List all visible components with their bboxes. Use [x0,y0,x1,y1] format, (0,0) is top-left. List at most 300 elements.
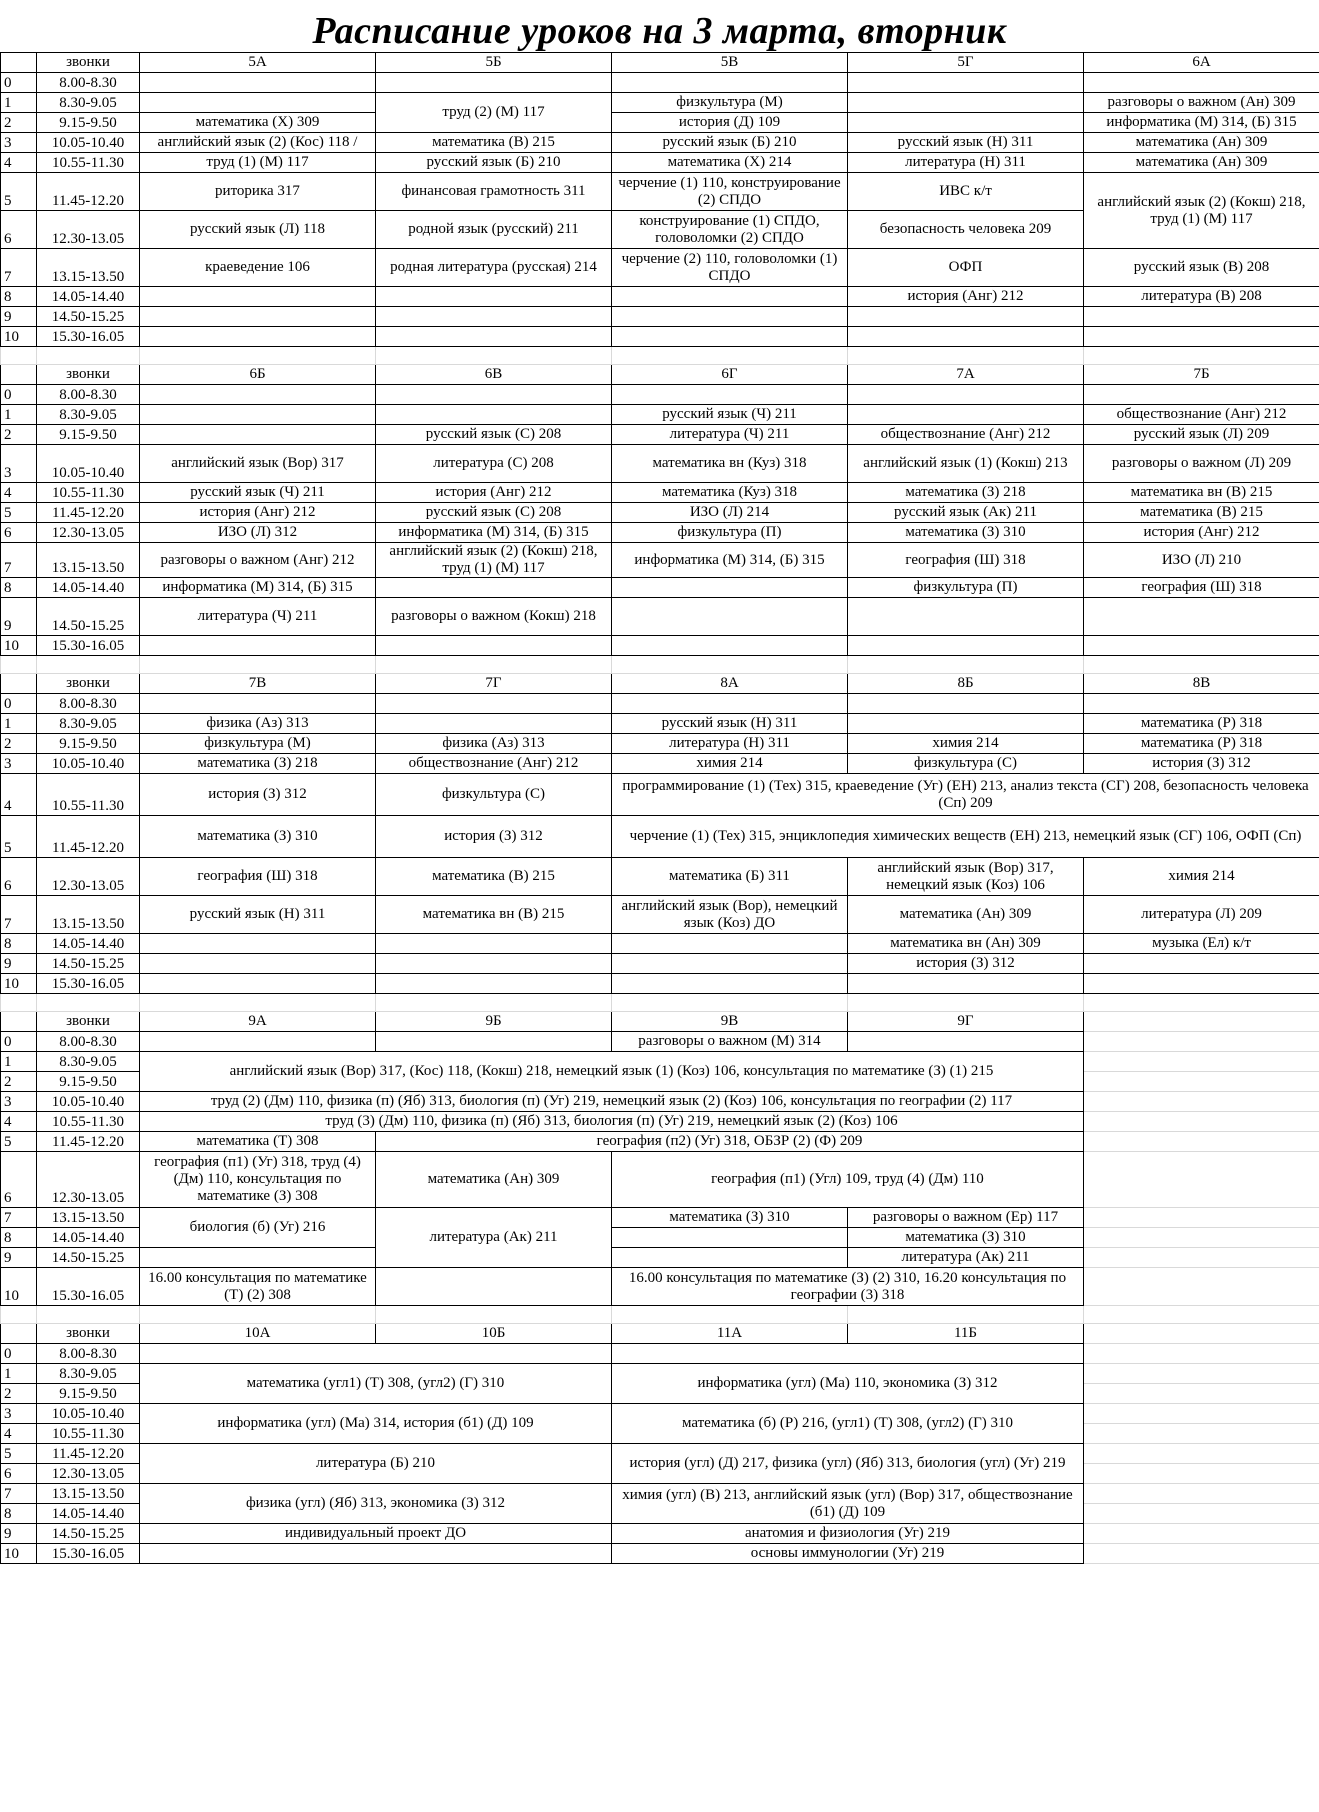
empty-cell [1084,1032,1319,1052]
table-row [1,287,1319,307]
lesson-number: 2 [1,734,37,754]
empty-cell [1084,1268,1319,1306]
lesson-cell: обществознание (Анг) 212 [376,754,612,774]
lesson-cell: математика (Ан) 309 [1084,133,1319,153]
empty-cell [1084,1504,1319,1524]
lesson-time: 11.45-12.20 [37,173,140,211]
class-name: 10Б [376,1324,612,1344]
table-row [1,1152,1319,1208]
lesson-number: 5 [1,1132,37,1152]
table-row [1,523,1319,543]
lesson-cell: математика (Х) 214 [612,153,848,173]
class-name: 5В [612,53,848,73]
spacer-cell [376,994,612,1012]
lesson-number: 0 [1,1344,37,1364]
empty-cell [1084,1052,1319,1072]
lesson-cell: литература (Н) 311 [848,153,1084,173]
lesson-number: 2 [1,425,37,445]
lesson-time: 14.50-15.25 [37,1524,140,1544]
lesson-time: 12.30-13.05 [37,858,140,896]
lesson-time: 14.05-14.40 [37,934,140,954]
lesson-cell: математика (Р) 318 [1084,734,1319,754]
lesson-number: 0 [1,73,37,93]
spacer-cell [1,1306,37,1324]
lesson-number: 3 [1,1404,37,1424]
table-row [1,1268,1319,1306]
spacer-cell [612,994,848,1012]
table-row [1,1344,1319,1364]
table-row [1,1404,1319,1424]
spacer-cell [612,347,848,365]
lesson-number: 6 [1,858,37,896]
lesson-cell: английский язык (1) (Кокш) 213 [848,445,1084,483]
lesson-cell: история (З) 312 [848,954,1084,974]
lesson-cell: литература (Ак) 211 [376,1208,612,1268]
table-row [1,1484,1319,1504]
class-header-row [1,1012,1319,1032]
lesson-cell: русский язык (Ак) 211 [848,503,1084,523]
lesson-cell: география (Ш) 318 [140,858,376,896]
lesson-cell [848,1032,1084,1052]
lesson-cell: математика (З) 310 [612,1208,848,1228]
lesson-cell: математика (Т) 308 [140,1132,376,1152]
lesson-cell: математика (З) 310 [848,1228,1084,1248]
lesson-number: 10 [1,974,37,994]
class-name: 7Б [1084,365,1319,385]
lesson-cell: русский язык (Л) 209 [1084,425,1319,445]
lesson-cell: история (Анг) 212 [140,503,376,523]
table-row [1,93,1319,113]
lesson-number: 9 [1,307,37,327]
lesson-cell: математика (угл1) (Т) 308, (угл2) (Г) 310 [140,1364,612,1404]
spacer-cell [140,994,376,1012]
lesson-cell: математика (З) 218 [848,483,1084,503]
empty-cell [1084,1152,1319,1208]
lesson-cell [848,974,1084,994]
lesson-cell [848,714,1084,734]
lesson-number: 5 [1,173,37,211]
spacer-cell [140,347,376,365]
empty-cell [1084,1092,1319,1112]
table-row [1,816,1319,858]
lesson-cell: 16.00 консультация по математике (З) (2) 310, 16.20 консультация по географии (3) 318 [612,1268,1084,1306]
lesson-cell: физика (Аз) 313 [140,714,376,734]
lesson-cell: история (Д) 109 [612,113,848,133]
lesson-time: 10.55-11.30 [37,1424,140,1444]
lesson-number: 0 [1,385,37,405]
lesson-number: 4 [1,1112,37,1132]
class-name: 7А [848,365,1084,385]
class-name: 9А [140,1012,376,1032]
lesson-cell [140,1032,376,1052]
lesson-cell: разговоры о важном (М) 314 [612,1032,848,1052]
lesson-cell: история (З) 312 [376,816,612,858]
lesson-cell: информатика (М) 314, (Б) 315 [140,578,376,598]
lesson-cell: обществознание (Анг) 212 [1084,405,1319,425]
lesson-cell: история (З) 312 [1084,754,1319,774]
lesson-cell: разговоры о важном (Ан) 309 [1084,93,1319,113]
lesson-time: 9.15-9.50 [37,1384,140,1404]
spacer-cell [1,656,37,674]
lesson-cell: математика (Х) 309 [140,113,376,133]
class-header-row [1,365,1319,385]
lesson-cell: физкультура (С) [848,754,1084,774]
lesson-time: 13.15-13.50 [37,543,140,578]
lesson-cell [612,287,848,307]
lesson-cell [848,405,1084,425]
empty-cell [1084,1324,1319,1344]
lesson-cell [376,954,612,974]
lesson-cell: 16.00 консультация по математике (Т) (2) 308 [140,1268,376,1306]
lesson-number: 8 [1,287,37,307]
table-row [1,754,1319,774]
lesson-cell [848,73,1084,93]
lesson-time: 13.15-13.50 [37,1484,140,1504]
lesson-cell: русский язык (С) 208 [376,425,612,445]
lesson-cell: химия (угл) (В) 213, английский язык (угл) (Вор) 317, обществознание (б1) (Д) 109 [612,1484,1084,1524]
lesson-cell [1084,385,1319,405]
table-row [1,774,1319,816]
lesson-time: 10.05-10.40 [37,1404,140,1424]
lesson-cell [612,327,848,347]
lesson-cell: история (Анг) 212 [376,483,612,503]
spacer-cell [1,994,37,1012]
lesson-cell [612,578,848,598]
spacer-cell [612,1306,848,1324]
lesson-cell: ИЗО (Л) 210 [1084,543,1319,578]
lesson-number: 8 [1,1504,37,1524]
table-row [1,327,1319,347]
lesson-time: 12.30-13.05 [37,1152,140,1208]
lesson-cell [376,714,612,734]
table-row [1,734,1319,754]
class-name: 6В [376,365,612,385]
lesson-cell: финансовая грамотность 311 [376,173,612,211]
lesson-cell: география (Ш) 318 [848,543,1084,578]
lesson-cell: черчение (2) 110, головоломки (1) СПДО [612,249,848,287]
lesson-number: 5 [1,816,37,858]
lesson-time: 14.05-14.40 [37,578,140,598]
lesson-cell: английский язык (2) (Кокш) 218, труд (1) (М) 117 [1084,173,1319,249]
lesson-cell [1084,327,1319,347]
spacer-cell [848,994,1084,1012]
table-row [1,1444,1319,1464]
empty-cell [1084,1464,1319,1484]
lesson-cell [140,385,376,405]
lesson-cell: обществознание (Анг) 212 [848,425,1084,445]
lesson-time: 10.05-10.40 [37,754,140,774]
lesson-cell: история (Анг) 212 [1084,523,1319,543]
table-row [1,934,1319,954]
lesson-number: 8 [1,578,37,598]
lesson-time: 8.30-9.05 [37,405,140,425]
lesson-cell: труд (2) (Дм) 110, физика (п) (Яб) 313, биология (п) (Уг) 219, немецкий язык (2) (Коз) 106, консультация по географии (2) 117 [140,1092,1084,1112]
lesson-cell [1084,73,1319,93]
table-row [1,1248,1319,1268]
lesson-cell: химия 214 [848,734,1084,754]
lesson-number: 9 [1,954,37,974]
bells-header: звонки [37,1324,140,1344]
table-row [1,1364,1319,1384]
lesson-cell: труд (2) (М) 117 [376,93,612,133]
lesson-cell [376,1268,612,1306]
lesson-time: 10.05-10.40 [37,445,140,483]
lesson-cell [376,287,612,307]
lesson-cell: русский язык (Л) 118 [140,211,376,249]
table-row [1,307,1319,327]
lesson-time: 10.05-10.40 [37,1092,140,1112]
empty-cell [1084,1208,1319,1228]
spacer-row [1,1306,1319,1324]
lesson-time: 14.05-14.40 [37,1504,140,1524]
lesson-cell: черчение (1) 110, конструирование (2) СПДО [612,173,848,211]
lesson-time: 8.30-9.05 [37,1052,140,1072]
lesson-cell [140,694,376,714]
lesson-number: 8 [1,1228,37,1248]
lesson-time: 15.30-16.05 [37,1268,140,1306]
lesson-time: 8.30-9.05 [37,714,140,734]
lesson-cell: математика (Куз) 318 [612,483,848,503]
lesson-time: 9.15-9.50 [37,113,140,133]
lesson-cell [376,934,612,954]
spacer-cell [37,1306,140,1324]
lesson-cell: русский язык (Б) 210 [612,133,848,153]
table-row [1,73,1319,93]
lesson-number: 8 [1,934,37,954]
lesson-time: 11.45-12.20 [37,1444,140,1464]
lesson-time: 12.30-13.05 [37,1464,140,1484]
lesson-time: 13.15-13.50 [37,249,140,287]
lesson-number: 1 [1,1052,37,1072]
lesson-cell: физика (угл) (Яб) 313, экономика (З) 312 [140,1484,612,1524]
spacer-cell [140,1306,376,1324]
empty-cell [1084,1444,1319,1464]
lesson-cell [376,694,612,714]
lesson-cell: география (Ш) 318 [1084,578,1319,598]
lesson-cell: труд (1) (М) 117 [140,153,376,173]
lesson-cell: литература (В) 208 [1084,287,1319,307]
lesson-cell: информатика (М) 314, (Б) 315 [1084,113,1319,133]
lesson-time: 10.55-11.30 [37,774,140,816]
empty-cell [1084,1404,1319,1424]
lesson-cell: программирование (1) (Тех) 315, краеведение (Уг) (ЕН) 213, анализ текста (СГ) 208, безопасность человека (Сп) 209 [612,774,1319,816]
table-row [1,636,1319,656]
class-name: 8В [1084,674,1319,694]
lesson-time: 14.05-14.40 [37,287,140,307]
bells-header: звонки [37,1012,140,1032]
lesson-cell: математика (Б) 311 [612,858,848,896]
empty-cell [1084,1544,1319,1564]
bells-header: звонки [37,53,140,73]
table-row [1,1032,1319,1052]
spacer-row [1,656,1319,674]
table-row [1,1544,1319,1564]
lesson-time: 10.05-10.40 [37,133,140,153]
lesson-cell: основы иммунологии (Уг) 219 [612,1544,1084,1564]
table-row [1,153,1319,173]
lesson-time: 8.30-9.05 [37,93,140,113]
lesson-cell: безопасность человека 209 [848,211,1084,249]
lesson-cell: разговоры о важном (Кокш) 218 [376,598,612,636]
lesson-cell [612,954,848,974]
lesson-number: 0 [1,1032,37,1052]
class-name: 8Б [848,674,1084,694]
lesson-cell [376,636,612,656]
table-row [1,1208,1319,1228]
lesson-cell [612,73,848,93]
lesson-cell: информатика (угл) (Ма) 314, история (б1) (Д) 109 [140,1404,612,1444]
lesson-cell: математика (б) (Р) 216, (угл1) (Т) 308, (угл2) (Г) 310 [612,1404,1084,1444]
lesson-cell [140,974,376,994]
lesson-cell [612,1248,848,1268]
lesson-cell: литература (Ак) 211 [848,1248,1084,1268]
lesson-time: 8.00-8.30 [37,1032,140,1052]
table-row [1,543,1319,578]
lesson-cell: математика (Ан) 309 [376,1152,612,1208]
table-row [1,1524,1319,1544]
lesson-cell [140,1344,612,1364]
empty-cell [1084,1424,1319,1444]
class-name: 5Г [848,53,1084,73]
lesson-cell [1084,694,1319,714]
lesson-cell [140,73,376,93]
spacer-cell [1084,347,1319,365]
empty-cell [1084,1248,1319,1268]
lesson-time: 12.30-13.05 [37,523,140,543]
lesson-cell [140,1248,376,1268]
lesson-time: 9.15-9.50 [37,734,140,754]
lesson-number: 3 [1,133,37,153]
lesson-cell [612,307,848,327]
lesson-time: 14.05-14.40 [37,1228,140,1248]
lesson-cell: математика (В) 215 [1084,503,1319,523]
lesson-cell [1084,974,1319,994]
lesson-time: 10.55-11.30 [37,483,140,503]
lesson-cell: разговоры о важном (Анг) 212 [140,543,376,578]
lesson-cell [848,385,1084,405]
lesson-cell [612,598,848,636]
lesson-cell: математика (З) 310 [140,816,376,858]
class-name: 5Б [376,53,612,73]
lesson-number: 3 [1,445,37,483]
lesson-cell [848,694,1084,714]
lesson-number: 6 [1,211,37,249]
lesson-cell: литература (Л) 209 [1084,896,1319,934]
lesson-cell [1084,954,1319,974]
table-row [1,173,1319,211]
header-num-cell [1,365,37,385]
lesson-cell [612,934,848,954]
lesson-time: 9.15-9.50 [37,425,140,445]
lesson-cell [612,636,848,656]
class-header-row [1,674,1319,694]
empty-cell [1084,1132,1319,1152]
lesson-cell: физкультура (П) [612,523,848,543]
spacer-cell [1084,1306,1319,1324]
lesson-number: 7 [1,1484,37,1504]
table-row [1,133,1319,153]
lesson-cell: математика (Ан) 309 [848,896,1084,934]
page-title: Расписание уроков на 3 марта, вторник [312,10,1007,52]
lesson-cell: индивидуальный проект ДО [140,1524,612,1544]
lesson-cell: ОФП [848,249,1084,287]
lesson-number: 7 [1,896,37,934]
table-row [1,1132,1319,1152]
lesson-cell: русский язык (Н) 311 [848,133,1084,153]
lesson-cell [848,113,1084,133]
lesson-cell: родная литература (русская) 214 [376,249,612,287]
spacer-cell [848,1306,1084,1324]
lesson-cell [376,73,612,93]
bells-header: звонки [37,365,140,385]
lesson-cell [140,287,376,307]
lesson-cell: английский язык (Вор), немецкий язык (Коз) ДО [612,896,848,934]
header-num-cell [1,1324,37,1344]
spacer-cell [1084,656,1319,674]
lesson-cell: английский язык (Вор) 317, (Кос) 118, (Кокш) 218, немецкий язык (1) (Коз) 106, консультация по математике (З) (1) 215 [140,1052,1084,1092]
table-row [1,1112,1319,1132]
lesson-cell: география (п1) (Уг) 318, труд (4) (Дм) 110, консультация по математике (З) 308 [140,1152,376,1208]
lesson-time: 10.55-11.30 [37,153,140,173]
header-num-cell [1,1012,37,1032]
table-row [1,483,1319,503]
lesson-number: 1 [1,1364,37,1384]
lesson-time: 14.50-15.25 [37,598,140,636]
lesson-number: 7 [1,249,37,287]
lesson-number: 9 [1,598,37,636]
lesson-cell [140,327,376,347]
lesson-cell: информатика (М) 314, (Б) 315 [376,523,612,543]
lesson-cell: английский язык (2) (Кокш) 218, труд (1) (М) 117 [376,543,612,578]
lesson-cell: родной язык (русский) 211 [376,211,612,249]
class-header-row [1,1324,1319,1344]
lesson-cell: география (п2) (Уг) 318, ОБЗР (2) (Ф) 209 [376,1132,1084,1152]
lesson-cell: физкультура (М) [612,93,848,113]
table-row [1,385,1319,405]
table-row [1,598,1319,636]
lesson-cell: математика (З) 310 [848,523,1084,543]
lesson-cell: математика вн (Куз) 318 [612,445,848,483]
lesson-cell [848,307,1084,327]
lesson-cell: математика (В) 215 [376,858,612,896]
lesson-cell: математика вн (Ан) 309 [848,934,1084,954]
lesson-cell: английский язык (Вор) 317 [140,445,376,483]
spacer-cell [376,347,612,365]
lesson-cell [140,1544,612,1564]
class-name: 6Б [140,365,376,385]
class-name: 5А [140,53,376,73]
lesson-cell: конструирование (1) СПДО, головоломки (2) СПДО [612,211,848,249]
lesson-cell: литература (Ч) 211 [140,598,376,636]
lesson-cell: физкультура (М) [140,734,376,754]
lesson-number: 0 [1,694,37,714]
lesson-time: 9.15-9.50 [37,1072,140,1092]
lesson-cell [612,694,848,714]
lesson-time: 8.00-8.30 [37,385,140,405]
class-name: 6Г [612,365,848,385]
table-row [1,425,1319,445]
empty-cell [1084,1344,1319,1364]
lesson-cell [1084,307,1319,327]
schedule-table [0,52,1319,1564]
lesson-cell [376,327,612,347]
table-row [1,249,1319,287]
lesson-cell: математика вн (В) 215 [1084,483,1319,503]
empty-cell [1084,1228,1319,1248]
spacer-cell [848,656,1084,674]
lesson-cell: разговоры о важном (Л) 209 [1084,445,1319,483]
lesson-time: 15.30-16.05 [37,1544,140,1564]
